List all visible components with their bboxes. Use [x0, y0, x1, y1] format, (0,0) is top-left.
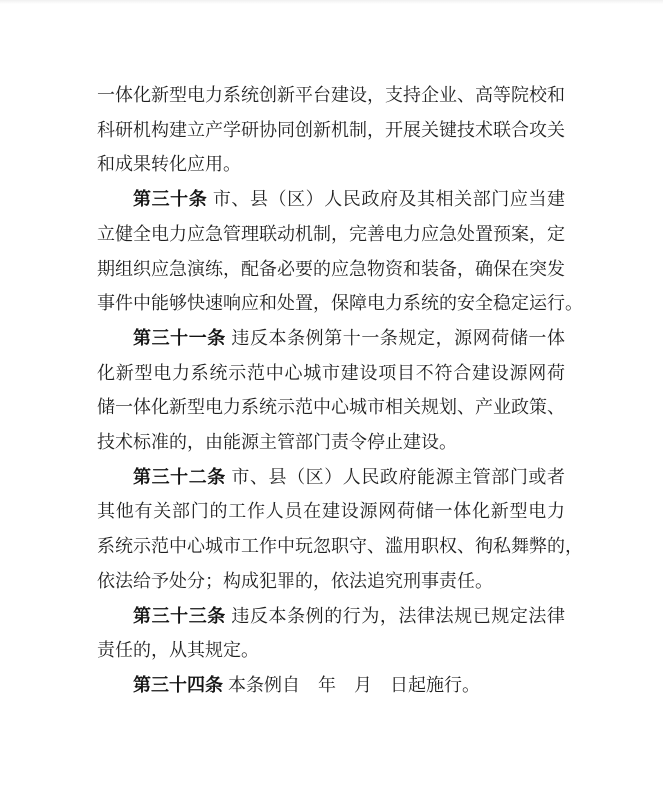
doc-line: 和成果转化应用。 — [97, 154, 241, 175]
paragraph — [97, 668, 565, 703]
paragraph — [97, 78, 565, 182]
article-number: 第三十四条 — [133, 674, 223, 695]
paragraph — [97, 321, 565, 460]
doc-line: 第三十四条 本条例自 年 月 日起施行。 — [133, 674, 480, 695]
doc-line: 系统示范中心城市工作中玩忽职守、滥用职权、徇私舞弊的， — [97, 536, 583, 557]
page-top-edge — [0, 0, 663, 4]
doc-line: 储一体化新型电力系统示范中心城市相关规划、产业政策、 — [97, 397, 565, 418]
article-number: 第三十二条 — [133, 466, 226, 487]
doc-line: 科研机构建立产学研协同创新机制，开展关键技术联合攻关 — [97, 119, 565, 140]
article-number: 第三十三条 — [133, 605, 226, 626]
doc-line: 第三十条 市、县（区）人民政府及其相关部门应当建 — [133, 189, 566, 210]
doc-line: 第三十三条 违反本条例的行为，法律法规已规定法律 — [133, 605, 566, 626]
doc-line: 化新型电力系统示范中心城市建设项目不符合建设源网荷 — [97, 362, 565, 383]
article-number: 第三十条 — [133, 189, 208, 210]
paragraph — [97, 460, 583, 599]
doc-line: 第三十二条 市、县（区）人民政府能源主管部门或者 — [133, 466, 566, 487]
doc-line: 立健全电力应急管理联动机制，完善电力应急处置预案，定 — [97, 223, 565, 244]
doc-line: 技术标准的，由能源主管部门责令停止建设。 — [97, 432, 457, 453]
doc-line: 事件中能够快速响应和处置，保障电力系统的安全稳定运行。 — [97, 293, 583, 314]
doc-line: 一体化新型电力系统创新平台建设，支持企业、高等院校和 — [97, 85, 565, 105]
doc-line: 期组织应急演练，配备必要的应急物资和装备，确保在突发 — [97, 258, 565, 279]
doc-line: 第三十一条 违反本条例第十一条规定，源网荷储一体 — [133, 327, 566, 348]
paragraph — [97, 599, 565, 668]
doc-line: 责任的，从其规定。 — [97, 640, 259, 661]
paragraph — [97, 182, 583, 321]
article-number: 第三十一条 — [133, 327, 226, 348]
doc-line: 其他有关部门的工作人员在建设源网荷储一体化新型电力 — [97, 501, 565, 522]
doc-line: 依法给予处分；构成犯罪的，依法追究刑事责任。 — [97, 570, 493, 591]
document-body — [97, 78, 583, 703]
